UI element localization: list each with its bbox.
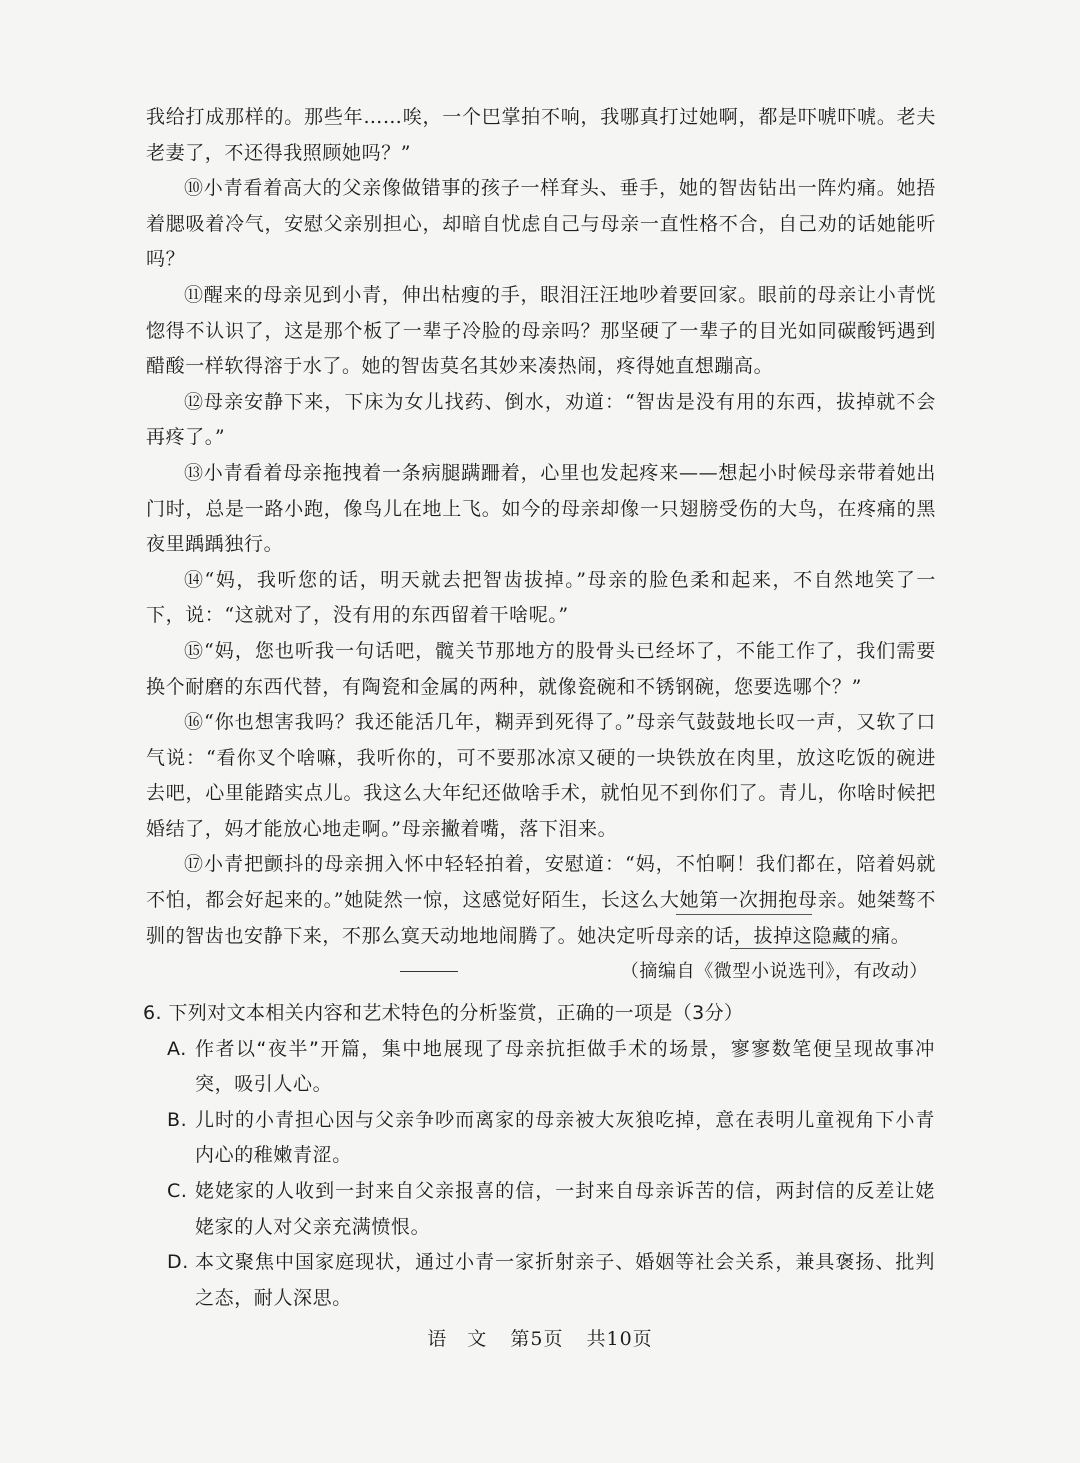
option-letter: D.: [167, 1251, 189, 1274]
pen-underline-mark: [676, 914, 812, 915]
option-text: 本文聚焦中国家庭现状，通过小青一家折射亲子、婚姻等社会关系，兼具褒扬、批判之态，耐人深思。: [195, 1251, 935, 1309]
question-6: [143, 996, 943, 1316]
paragraph-14: ⑭“妈，我听您的话，明天就去把智齿拔掉。”母亲的脸色柔和起来，不自然地笑了一下，说：“这就对了，没有用的东西留着干啥呢。”: [146, 568, 936, 627]
option-text: 儿时的小青担心因与父亲争吵而离家的母亲被大灰狼吃掉，意在表明儿童视角下小青内心的稚嫩青涩。: [195, 1108, 935, 1167]
paragraph-12: ⑫母亲安静下来，下床为女儿找药、倒水，劝道：“智齿是没有用的东西，拔掉就不会再疼了。”: [146, 390, 936, 449]
option-letter: A.: [167, 1037, 187, 1060]
option-text: 作者以“夜半”开篇，集中地展现了母亲抗拒做手术的场景，寥寥数笔便呈现故事冲突，吸引人心。: [195, 1037, 935, 1096]
footer-subject: 语 文: [427, 1328, 488, 1350]
option-d: [167, 1245, 943, 1316]
separator-dash: [400, 971, 458, 972]
paragraph-13: ⑬小青看着母亲拖拽着一条病腿蹒跚着，心里也发起疼来——想起小时候母亲带着她出门时，总是一路小跑，像鸟儿在地上飞。如今的母亲却像一只翅膀受伤的大鸟，在疼痛的黑夜里踽踽独行。: [146, 461, 936, 556]
passage-continuation: 我给打成那样的。那些年……唉，一个巴掌拍不响，我哪真打过她啊，都是吓唬吓唬。老夫老妻了，不还得我照顾她吗？”: [146, 106, 936, 164]
option-letter: C.: [167, 1179, 188, 1202]
paragraph-11: ⑪醒来的母亲见到小青，伸出枯瘦的手，眼泪汪汪地吵着要回家。眼前的母亲让小青恍惚得不认识了，这是那个板了一辈子冷脸的母亲吗？那坚硬了一辈子的目光如同碳酸钙遇到醋酸一样软得溶于水了。她的智齿莫名其妙来凑热闹，疼得她直想蹦高。: [146, 283, 936, 378]
option-letter: B.: [167, 1108, 188, 1131]
footer-page-total: 共10页: [586, 1328, 653, 1350]
option-a: [167, 1032, 943, 1103]
page-footer: [0, 1321, 1080, 1357]
paragraph-16: ⑯“你也想害我吗？我还能活几年，糊弄到死得了。”母亲气鼓鼓地长叹一声，又软了口气说：“看你叉个啥嘛，我听你的，可不要那冰凉又硬的一块铁放在肉里，放这吃饭的碗进去吧，心里能踏实点儿。我这么大年纪还做啥手术，就怕见不到你们了。青儿，你啥时候把婚结了，妈才能放心地走啊。”母亲撇着嘴，落下泪来。: [146, 711, 936, 840]
paragraph-10: ⑩小青看着高大的父亲像做错事的孩子一样耷头、垂手，她的智齿钻出一阵灼痛。她捂着腮吸着冷气，安慰父亲别担心，却暗自忧虑自己与母亲一直性格不合，自己劝的话她能听吗？: [146, 177, 936, 271]
footer-page-number: 第5页: [510, 1328, 564, 1350]
option-text: 姥姥家的人收到一封来自父亲报喜的信，一封来自母亲诉苦的信，两封信的反差让姥姥家的人对父亲充满愤恨。: [195, 1179, 935, 1238]
reading-passage: [146, 100, 936, 954]
source-citation-line: [146, 954, 936, 990]
paragraph-15: ⑮“妈，您也听我一句话吧，髋关节那地方的股骨头已经坏了，不能工作了，我们需要换个耐磨的东西代替，有陶瓷和金属的两种，就像瓷碗和不锈钢碗，您要选哪个？”: [146, 639, 936, 698]
option-c: [167, 1174, 943, 1245]
paragraph-17: ⑰小青把颤抖的母亲拥入怀中轻轻拍着，安慰道：“妈，不怕啊！我们都在，陪着妈就不怕，都会好起来的。”她陡然一惊，这感觉好陌生，长这么大她第一次拥抱母亲。她桀骜不驯的智齿也安静下来，不那么寞天动地地闹腾了。她决定听母亲的话，拔掉这隐藏的痛。: [146, 853, 936, 947]
option-b: [167, 1103, 943, 1174]
source-citation: （摘编自《微型小说选刊》，有改动）: [620, 961, 928, 982]
question-stem: 6. 下列对文本相关内容和艺术特色的分析鉴赏，正确的一项是（3分）: [143, 1002, 744, 1024]
pen-underline-mark: [730, 948, 880, 949]
